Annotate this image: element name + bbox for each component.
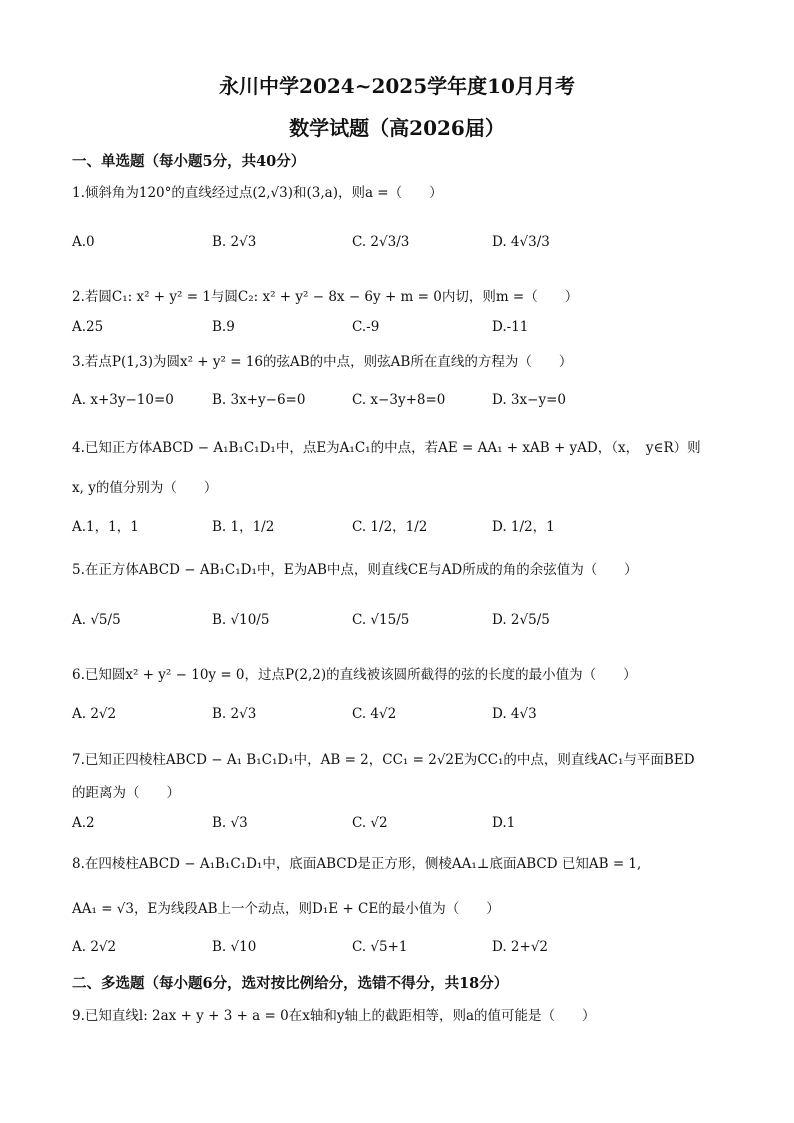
option-a: A. √5/5: [72, 612, 121, 628]
question-3-options: [72, 378, 692, 422]
option-c: C. 2√3/3: [352, 234, 410, 250]
option-b: B. √10/5: [212, 612, 270, 628]
question-7: 7.已知正四棱柱ABCD − A₁ B₁C₁D₁中，AB = 2，CC₁ = 2√2E为CC₁的中点，则直线AC₁与平面BED: [72, 752, 695, 768]
option-a: A. x+3y−10=0: [72, 392, 174, 408]
question-8-line-2: AA₁ = √3，E为线段AB上一个动点，则D₁E + CE的最小值为（ ）: [72, 901, 500, 917]
question-7-options: [72, 801, 692, 845]
section-multiple-choice: 二、多选题（每小题6分，选对按比例给分，选错不得分，共18分）: [72, 975, 509, 992]
option-c: C. √15/5: [352, 612, 410, 628]
option-a: A. 2√2: [72, 939, 117, 955]
option-b: B.9: [212, 319, 235, 335]
question-1: 1.倾斜角为120°的直线经过点(2,√3)和(3,a)，则a =（ ）: [72, 185, 443, 201]
option-d: D. 3x−y=0: [492, 392, 566, 408]
question-2-options: [72, 305, 692, 349]
option-d: D. 2+√2: [492, 939, 549, 955]
question-1-options: [72, 220, 692, 264]
option-a: A.25: [72, 319, 104, 335]
option-d: D.1: [492, 815, 516, 831]
option-c: C. √2: [352, 815, 388, 831]
option-c: C. 1/2，1/2: [352, 519, 428, 535]
question-7-line-2: 的距离为（ ）: [72, 785, 180, 801]
option-b: B. √3: [212, 815, 248, 831]
option-a: A. 2√2: [72, 706, 117, 722]
option-d: D. 4√3: [492, 706, 537, 722]
option-d: D.-11: [492, 319, 529, 335]
option-b: B. √10: [212, 939, 257, 955]
option-b: B. 1，1/2: [212, 519, 275, 535]
question-6: 6.已知圆x² + y² − 10y = 0，过点P(2,2)的直线被该圆所截得的弦的长度的最小值为（ ）: [72, 667, 637, 683]
question-8-options: [72, 925, 692, 969]
question-4-line-2: x, y的值分别为（ ）: [72, 480, 218, 496]
option-c: C. √5+1: [352, 939, 408, 955]
option-c: C. 4√2: [352, 706, 397, 722]
question-2: 2.若圆C₁: x² + y² = 1与圆C₂: x² + y² − 8x − 6y + m = 0内切，则m =（ ）: [72, 289, 579, 305]
question-5-options: [72, 598, 692, 642]
question-9: 9.已知直线l: 2ax + y + 3 + a = 0在x轴和y轴上的截距相等，则a的值可能是（ ）: [72, 1008, 596, 1024]
option-a: A.2: [72, 815, 95, 831]
question-4: 4.已知正方体ABCD − A₁B₁C₁D₁中，点E为A₁C₁的中点，若AE = AA₁ + xAB + yAD，（x， y∈R）则: [72, 440, 701, 456]
option-b: B. 2√3: [212, 234, 257, 250]
option-b: B. 2√3: [212, 706, 257, 722]
option-c: C. x−3y+8=0: [352, 392, 446, 408]
question-4-options: [72, 503, 692, 547]
option-d: D. 2√5/5: [492, 612, 550, 628]
section-single-choice: 一、单选题（每小题5分，共40分）: [72, 153, 306, 170]
question-8: 8.在四棱柱ABCD − A₁B₁C₁D₁中，底面ABCD是正方形，侧棱AA₁⊥底面ABCD 已知AB = 1,: [72, 856, 642, 872]
question-3: 3.若点P(1,3)为圆x² + y² = 16的弦AB的中点，则弦AB所在直线的方程为（ ）: [72, 354, 573, 370]
question-5: 5.在正方体ABCD − AB₁C₁D₁中，E为AB中点，则直线CE与AD所成的角的余弦值为（ ）: [72, 562, 638, 578]
exam-title: 永川中学2024~2025学年度10月月考: [219, 74, 575, 98]
question-6-options: [72, 692, 692, 736]
option-b: B. 3x+y−6=0: [212, 392, 306, 408]
option-d: D. 4√3/3: [492, 234, 550, 250]
exam-subtitle: 数学试题（高2026届）: [289, 116, 505, 140]
option-a: A.1，1，1: [72, 519, 139, 535]
option-a: A.0: [72, 234, 95, 250]
option-c: C.-9: [352, 319, 380, 335]
option-d: D. 1/2，1: [492, 519, 555, 535]
